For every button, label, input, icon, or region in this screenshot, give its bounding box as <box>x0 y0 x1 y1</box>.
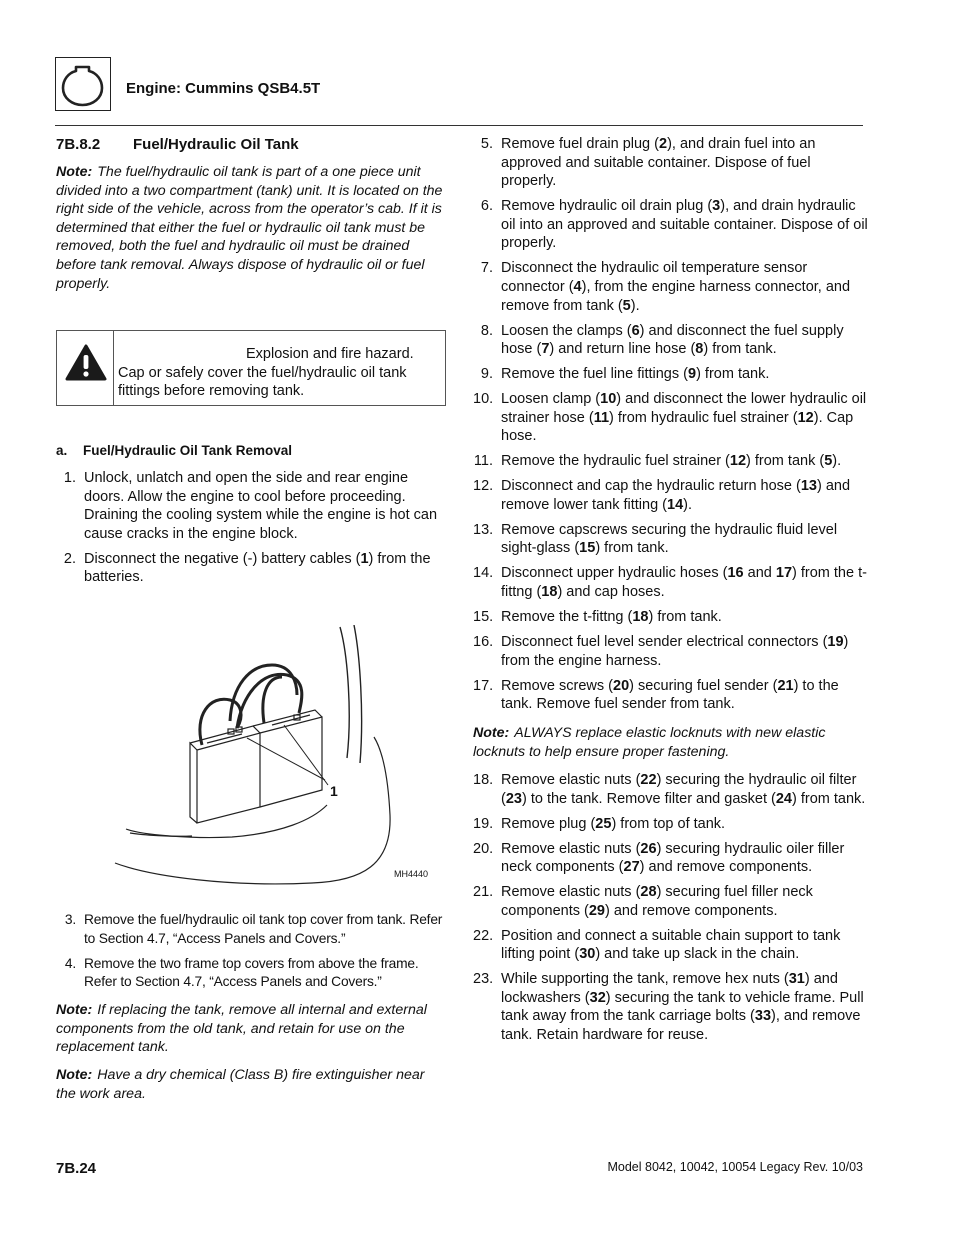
procedure-steps-right-b <box>473 771 868 1051</box>
step-text-segment: ) and remove components. <box>605 902 778 919</box>
step-text-segment: ) and disconnect the fuel supply hose ( <box>501 322 844 358</box>
procedure-step <box>473 927 868 964</box>
callout-number: 18 <box>541 583 558 600</box>
procedure-step <box>473 322 868 359</box>
procedure-step <box>473 197 868 253</box>
step-text-segment: Remove the hydraulic fuel strainer ( <box>501 453 730 470</box>
step-text-segment: ) securing fuel sender ( <box>629 677 778 694</box>
step-text-segment: ) securing the tank to vehicle frame. Pull tank away from the tank carriage bolts ( <box>501 989 864 1025</box>
callout-number: 32 <box>589 989 606 1006</box>
procedure-step <box>473 390 868 446</box>
note-text: Have a dry chemical (Class B) fire extinguisher near the work area. <box>56 1067 425 1102</box>
step-text-segment: ) from the batteries. <box>84 550 431 586</box>
callout-number: 18 <box>632 608 649 625</box>
callout-number: 30 <box>579 946 596 963</box>
step-number: 20. <box>473 840 494 857</box>
callout-number: 5 <box>824 453 833 470</box>
step-text-segment: ) from tank. <box>595 540 669 557</box>
step-text-segment: ). <box>832 453 842 470</box>
step-text-segment: ) to the tank. Remove filter and gasket ( <box>521 790 776 807</box>
callout-number: 11 <box>593 409 610 426</box>
step-text-segment: Remove the fuel line fittings ( <box>501 366 688 383</box>
warning-line-1: Explosion and fire hazard. <box>246 346 414 362</box>
step-text <box>501 453 841 469</box>
step-text <box>501 260 850 313</box>
procedure-step <box>56 955 448 992</box>
callout-number: 16 <box>727 565 744 582</box>
subsection-title: Fuel/Hydraulic Oil Tank Removal <box>83 443 293 458</box>
step-number: 11. <box>473 453 493 470</box>
step-text <box>501 522 837 557</box>
step-text-segment: ), and remove tank. Retain hardware for reuse. <box>501 1008 861 1044</box>
procedure-step <box>473 815 868 834</box>
step-text-segment: Position and connect a suitable chain support to tank lifting point ( <box>501 927 841 963</box>
callout-number: 14 <box>667 496 684 513</box>
procedure-step <box>473 477 868 514</box>
step-text-segment: ) from tank. <box>696 366 770 383</box>
procedure-step <box>473 677 868 714</box>
step-number: 22. <box>473 927 494 944</box>
step-text <box>501 772 865 807</box>
callout-number: 8 <box>695 341 704 358</box>
step-text <box>501 928 840 963</box>
step-text <box>501 478 850 513</box>
step-number: 6. <box>480 198 493 215</box>
callout-number: 7 <box>541 341 550 358</box>
callout-number: 17 <box>775 565 793 582</box>
procedure-step <box>473 564 868 601</box>
procedure-step <box>56 911 448 948</box>
figure-callout: 1 <box>330 783 338 799</box>
note-label: Note: <box>56 1067 93 1083</box>
callout-number: 19 <box>827 633 844 650</box>
step-number: 21. <box>473 884 494 901</box>
step-text-segment: ) from tank. <box>792 790 866 807</box>
step-text-segment: ) and remove lower tank fitting ( <box>501 478 851 513</box>
note-label: Note: <box>56 1002 93 1018</box>
callout-number: 6 <box>631 322 640 339</box>
step-text-segment: ) and lockwashers ( <box>501 971 838 1006</box>
procedure-step <box>473 365 868 384</box>
step-number: 9. <box>480 366 493 383</box>
callout-number: 10 <box>600 391 617 408</box>
callout-number: 29 <box>588 902 605 919</box>
step-text-segment: ) from hydraulic fuel strainer ( <box>609 409 798 426</box>
step-text-segment: Disconnect the hydraulic oil temperature sensor connector ( <box>501 260 808 295</box>
step-text <box>501 609 722 625</box>
procedure-step <box>473 970 868 1044</box>
step-number: 14. <box>473 565 494 582</box>
step-number: 16. <box>473 633 494 650</box>
step-text-segment: Remove screws ( <box>501 677 613 694</box>
step-number: 1. <box>63 470 76 486</box>
step-text-segment: ). <box>630 297 640 314</box>
step-text-segment: ) from top of tank. <box>611 815 726 832</box>
step-text <box>84 551 431 586</box>
step-number: 2. <box>63 550 76 567</box>
step-text-segment: Remove hydraulic oil drain plug ( <box>501 198 713 215</box>
step-text-segment: ) from tank ( <box>746 453 825 470</box>
note-text: The fuel/hydraulic oil tank is part of a one piece unit divided into a two compartment (tank) unit. It is located on the right side of the vehicle, across from the operator’s cab. If it is determined that either the fuel or hydraulic oil tank must be removed, both the fuel and hydraulic oil must be drained before tank removal. Always dispose of hydraulic oil or fuel properly. <box>56 164 443 292</box>
procedure-step <box>473 633 868 670</box>
step-text-segment: Remove capscrews securing the hydraulic fluid level sight-glass ( <box>501 521 838 557</box>
step-text <box>501 198 868 251</box>
step-text-segment: Loosen the clamps ( <box>501 322 632 339</box>
warning-triangle-icon <box>64 343 108 383</box>
callout-number: 2 <box>658 136 668 152</box>
step-text <box>501 634 848 669</box>
note-locknuts <box>473 724 868 761</box>
procedure-step <box>473 608 868 627</box>
callout-number: 4 <box>573 278 582 295</box>
step-text-segment: ) securing fuel filler neck components ( <box>501 884 813 919</box>
step-text <box>501 816 725 832</box>
engine-icon <box>56 58 109 109</box>
step-number: 8. <box>480 322 493 339</box>
step-number: 5. <box>480 136 493 152</box>
callout-number: 1 <box>360 550 369 567</box>
step-text-segment: ) and cap hoses. <box>557 583 665 600</box>
step-text-segment: ) to the tank. Remove fuel sender from tank. <box>501 677 839 713</box>
step-number: 19. <box>473 815 494 832</box>
step-number: 23. <box>473 971 494 988</box>
warning-text <box>118 345 442 401</box>
step-text: Remove the fuel/hydraulic oil tank top cover from tank. Refer to Section 4.7, “Access Panels and Covers.” <box>84 912 443 946</box>
procedure-step <box>473 452 868 471</box>
battery-illustration <box>112 625 447 890</box>
step-text-segment: ) from the engine harness. <box>501 633 849 669</box>
procedure-step <box>473 840 868 877</box>
step-text-segment: Disconnect fuel level sender electrical connectors ( <box>501 633 828 650</box>
callout-number: 21 <box>777 677 794 694</box>
note-text: If replacing the tank, remove all internal and external components from the old tank, and retain for use on the replacement tank. <box>56 1002 427 1056</box>
callout-number: 22 <box>640 772 657 788</box>
battery-figure <box>112 625 447 890</box>
step-text-segment: Remove elastic nuts ( <box>501 884 641 901</box>
step-number: 17. <box>473 677 494 694</box>
step-text <box>501 884 813 919</box>
callout-number: 9 <box>687 366 697 383</box>
callout-number: 13 <box>800 478 817 495</box>
step-text <box>501 971 864 1043</box>
step-text-segment: ). <box>683 496 693 513</box>
step-text-segment: ) from the t-fittng ( <box>501 565 867 600</box>
procedure-step <box>473 883 868 920</box>
step-text-segment: ), from the engine harness connector, and remove from tank ( <box>501 278 851 314</box>
procedure-step <box>56 550 448 587</box>
note-extinguisher <box>56 1066 436 1103</box>
step-text-segment: Remove fuel drain plug ( <box>501 136 659 152</box>
procedure-steps-left-b <box>56 911 448 998</box>
step-text <box>501 136 815 189</box>
footer-model: Model 8042, 10042, 10054 Legacy Rev. 10/03 <box>607 1160 863 1174</box>
step-text-segment: ), and drain fuel into an approved and suitable container. Dispose of fuel properly. <box>501 136 816 190</box>
callout-number: 20 <box>613 677 630 694</box>
step-text-segment: ). Cap hose. <box>501 409 854 445</box>
step-text-segment: Remove elastic nuts ( <box>501 772 641 788</box>
callout-number: 23 <box>505 790 522 807</box>
procedure-step <box>473 771 868 808</box>
step-text-segment: ), and drain hydraulic oil into an approved and suitable container. Dispose of oil properly. <box>501 198 868 252</box>
step-text <box>501 565 867 600</box>
step-text: Remove the two frame top covers from above the frame. Refer to Section 4.7, “Access Panels and Covers.” <box>84 955 419 990</box>
header-title: Engine: Cummins QSB4.5T <box>126 80 321 97</box>
step-text-segment: ) and remove components. <box>639 859 813 876</box>
step-text-segment: Disconnect the negative (-) battery cables ( <box>84 550 361 567</box>
step-text-segment: ) securing hydraulic oiler filler neck components ( <box>501 840 845 876</box>
note-replace <box>56 1001 436 1057</box>
step-number: 10. <box>473 391 494 408</box>
page-number: 7B.24 <box>56 1160 97 1177</box>
step-text-segment: ) securing the hydraulic oil filter ( <box>501 772 857 807</box>
callout-number: 25 <box>595 815 612 832</box>
callout-number: 15 <box>579 540 596 557</box>
step-text <box>501 841 844 876</box>
step-text <box>501 391 866 444</box>
callout-number: 27 <box>623 859 640 876</box>
section-heading <box>56 136 299 156</box>
procedure-steps-left-a <box>56 469 448 593</box>
section-title: Fuel/Hydraulic Oil Tank <box>133 136 299 153</box>
callout-number: 28 <box>640 884 657 901</box>
procedure-step <box>473 259 868 315</box>
section-number: 7B.8.2 <box>56 136 101 153</box>
note-label: Note: <box>56 164 93 180</box>
step-text <box>501 366 769 382</box>
warning-icon-cell <box>57 331 114 405</box>
step-number: 13. <box>473 521 494 538</box>
step-text-segment: ) and disconnect the lower hydraulic oil strainer hose ( <box>501 391 867 426</box>
figure-id: MH4440 <box>394 869 429 879</box>
warning-line-2: Cap or safely cover the fuel/hydraulic oil tank fittings before removing tank. <box>118 364 407 400</box>
step-text-segment: Disconnect upper hydraulic hoses ( <box>501 565 728 582</box>
step-number: 18. <box>473 772 494 788</box>
step-text-segment: and <box>743 565 776 582</box>
procedure-step <box>473 135 868 191</box>
step-text-segment: ) from tank. <box>648 608 722 625</box>
step-text-segment: While supporting the tank, remove hex nuts ( <box>501 971 789 988</box>
step-number: 4. <box>64 955 76 971</box>
callout-number: 31 <box>788 971 805 988</box>
step-text-segment: Loosen clamp ( <box>501 391 601 408</box>
step-text-segment: Remove the t-fittng ( <box>501 608 633 625</box>
callout-number: 5 <box>622 297 631 314</box>
subsection-letter: a. <box>56 443 68 458</box>
header-rule <box>55 125 863 126</box>
note-label: Note: <box>473 725 510 741</box>
step-text <box>501 323 844 358</box>
warning-box <box>56 330 446 406</box>
callout-number: 3 <box>712 198 721 215</box>
step-text <box>501 678 839 713</box>
step-text-segment: Remove plug ( <box>501 815 596 832</box>
step-text-segment: ) and take up slack in the chain. <box>595 946 800 963</box>
step-number: 15. <box>473 608 494 625</box>
callout-number: 24 <box>775 790 792 807</box>
step-text-segment: Disconnect and cap the hydraulic return hose ( <box>501 478 801 495</box>
procedure-step <box>56 469 448 543</box>
callout-number: 26 <box>640 840 657 857</box>
step-text-segment: Remove elastic nuts ( <box>501 840 641 857</box>
step-number: 7. <box>480 260 493 277</box>
step-text-segment: ) from tank. <box>703 341 777 358</box>
note-text: ALWAYS replace elastic locknuts with new elastic locknuts to help ensure proper fastening. <box>473 725 826 760</box>
step-number: 3. <box>64 912 76 927</box>
engine-symbol-box <box>55 57 111 111</box>
callout-number: 12 <box>797 409 814 426</box>
procedure-step <box>473 521 868 558</box>
step-number: 12. <box>473 478 494 495</box>
step-text-segment: ) and return line hose ( <box>549 341 696 358</box>
note-intro <box>56 163 448 293</box>
callout-number: 33 <box>754 1008 772 1025</box>
subsection-heading <box>56 443 292 458</box>
callout-number: 12 <box>729 453 747 470</box>
step-text: Unlock, unlatch and open the side and rear engine doors. Allow the engine to cool before proceeding. Draining the cooling system while the engine is hot can cause cracks in the engine block. <box>84 470 438 542</box>
procedure-steps-right-a <box>473 135 868 720</box>
